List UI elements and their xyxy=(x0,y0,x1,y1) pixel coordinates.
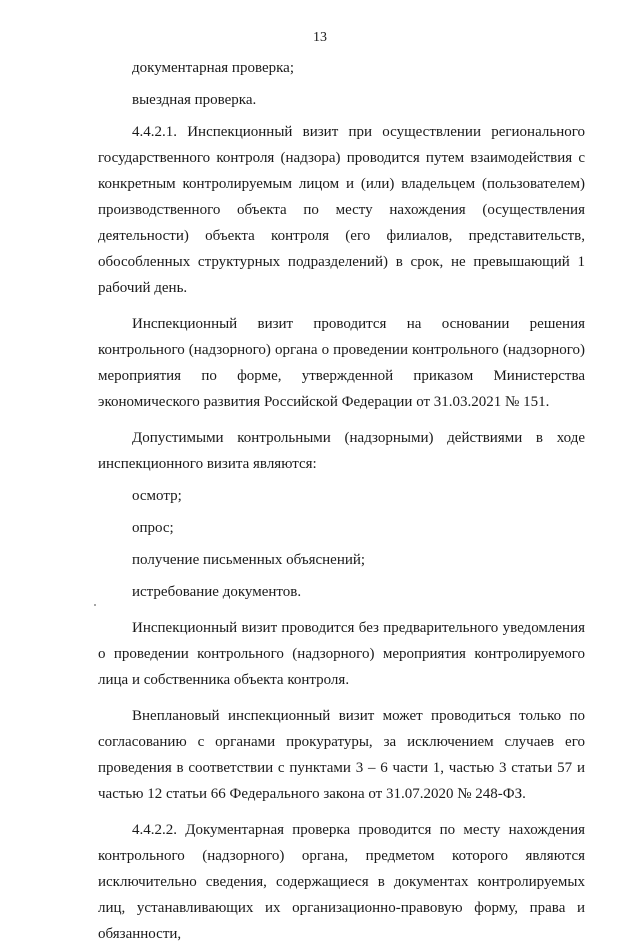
list-item-survey: опрос; xyxy=(132,520,174,536)
scan-speck xyxy=(94,604,96,606)
list-item-field-check: выездная проверка. xyxy=(132,92,257,108)
list-item-written-explanations: получение письменных объяснений; xyxy=(132,552,366,568)
list-item-inspection: осмотр; xyxy=(132,488,182,504)
list-item-document-request: истребование документов. xyxy=(132,584,302,600)
paragraph-no-notification: Инспекционный визит проводится без предварительного уведомления о проведении контрольного (надзорного) мероприятия контролируемого лица и собственника объекта контроля. xyxy=(98,620,585,688)
paragraph-4-4-2-2: 4.4.2.2. Документарная проверка проводится по месту нахождения контрольного (надзорного) органа, предметом которого являются исключительно сведения, содержащиеся в документах контролируемых лиц, устанавливающих их организационно-правовую форму, права и обязанности, xyxy=(98,822,585,942)
paragraph-inspection-basis: Инспекционный визит проводится на основании решения контрольного (надзорного) органа о проведении контрольного (надзорного) мероприятия по форме, утвержденной приказом Министерства экономического развития Российской Федерации от 31.03.2021 № 151. xyxy=(98,316,585,410)
paragraph-allowed-actions: Допустимыми контрольными (надзорными) действиями в ходе инспекционного визита являются: xyxy=(98,430,585,472)
paragraph-unscheduled-visit: Внеплановый инспекционный визит может проводиться только по согласованию с органами прокуратуры, за исключением случаев его проведения в соответствии с пунктами 3 – 6 части 1, частью 3 статьи 57 и частью 12 статьи 66 Федерального закона от 31.07.2020 № 248-ФЗ. xyxy=(98,708,585,802)
page-number: 13 xyxy=(313,30,327,45)
paragraph-4-4-2-1: 4.4.2.1. Инспекционный визит при осуществлении регионального государственного контроля (надзора) проводится путем взаимодействия с конкретным контролируемым лицом и (или) владельцем (пользователем) производственного объекта по месту нахождения (осуществления деятельности) объекта контроля (его филиалов, представительств, обособленных структурных подразделений) в срок, не превышающий 1 рабочий день. xyxy=(98,124,585,296)
document-body xyxy=(98,55,585,947)
list-item-documentary-check: документарная проверка; xyxy=(132,60,294,76)
